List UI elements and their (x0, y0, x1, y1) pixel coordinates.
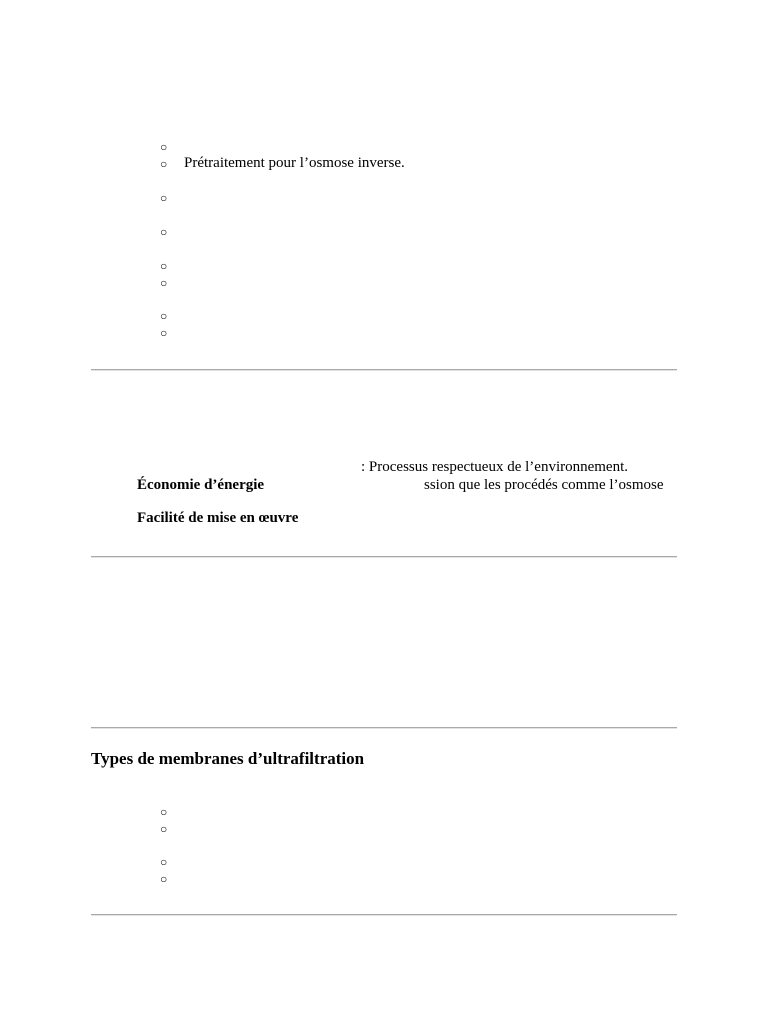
horizontal-rule (91, 914, 677, 916)
ease-of-use-label: Facilité de mise en œuvre (137, 510, 299, 526)
horizontal-rule (91, 556, 677, 558)
list-bullet: ○ (160, 157, 168, 171)
energy-saving-text: ssion que les procédés comme l’osmose (424, 477, 664, 493)
horizontal-rule (91, 727, 677, 729)
list-bullet: ○ (160, 225, 168, 239)
list-bullet: ○ (160, 872, 168, 886)
section-heading: Types de membranes d’ultrafiltration (91, 749, 365, 768)
list-bullet: ○ (160, 259, 168, 273)
list-bullet: ○ (160, 805, 168, 819)
list-bullet: ○ (160, 309, 168, 323)
environment-text: : Processus respectueux de l’environnement. (361, 459, 629, 475)
list-bullet: ○ (160, 855, 168, 869)
list-bullet: ○ (160, 140, 168, 154)
list-bullet: ○ (160, 191, 168, 205)
list-item-text: Prétraitement pour l’osmose inverse. (184, 155, 405, 171)
list-bullet: ○ (160, 822, 168, 836)
list-bullet: ○ (160, 276, 168, 290)
list-bullet: ○ (160, 326, 168, 340)
energy-saving-label: Économie d’énergie (137, 477, 265, 493)
horizontal-rule (91, 369, 677, 371)
